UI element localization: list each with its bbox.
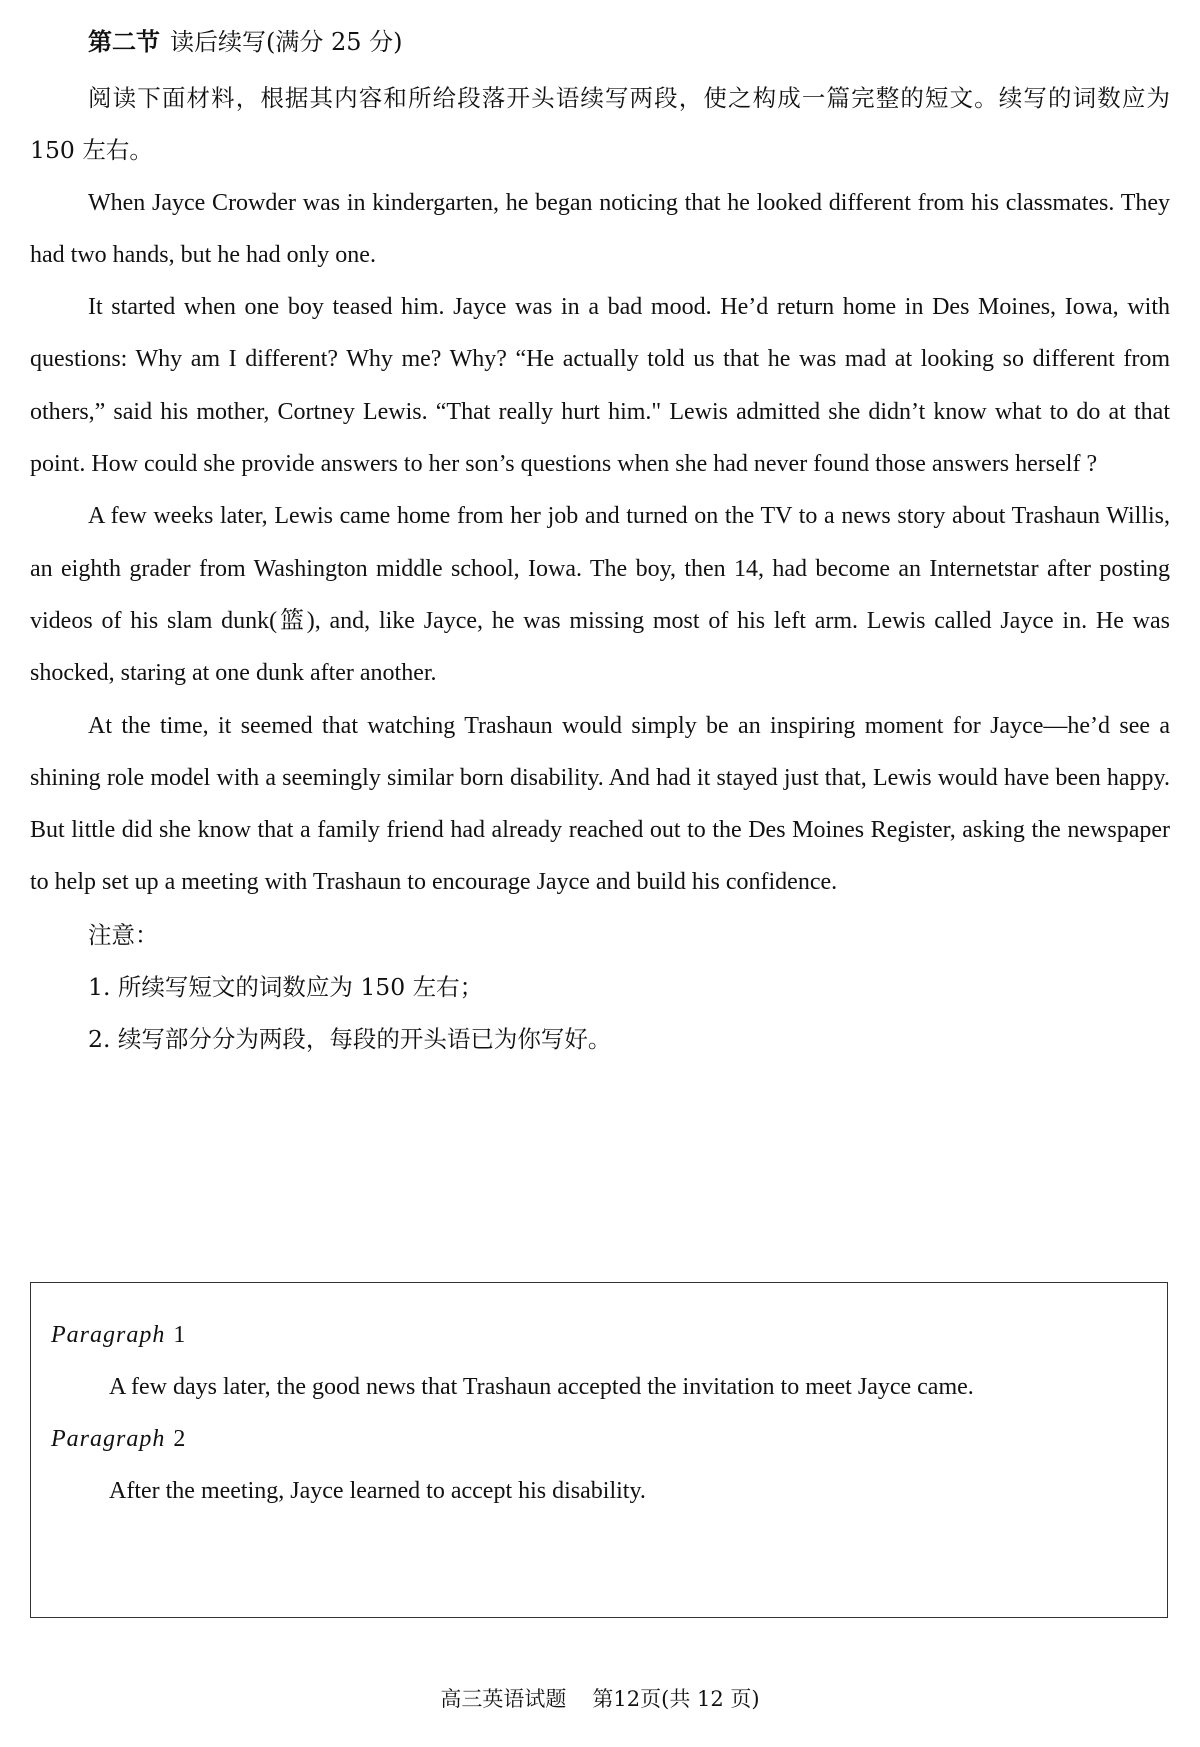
note-item-1: 1. 所续写短文的词数应为 150 左右； [88, 973, 484, 1002]
paragraph-2-label [51, 1413, 1143, 1465]
section-heading [88, 22, 403, 62]
reading-material [30, 72, 1170, 1066]
instruction-text: 阅读下面材料，根据其内容和所给段落开头语续写两段，使之构成一篇完整的短文。续写的词数应为 150 左右。 [30, 84, 1170, 165]
writing-task-box [30, 1282, 1168, 1618]
paragraph-2-label-number: 2 [173, 1426, 186, 1452]
writing-task-content [51, 1309, 1143, 1517]
paragraph-1-label-word: Paragraph [51, 1322, 166, 1348]
page-number: 第12页(共 12 页) [592, 1687, 760, 1711]
passage-paragraph-3: A few weeks later, Lewis came home from her job and turned on the TV to a news story about Trashaun Willis, an eighth grader from Washington middle school, Iowa. The boy, then 14, had become an Internetstar after posting videos of his slam dunk(篮), and, like Jayce, he was missing most of his left arm. Lewis called Jayce in. He was shocked, staring at one dunk after another. [30, 503, 1170, 687]
paragraph-1-label [51, 1309, 1143, 1361]
passage-paragraph-2: It started when one boy teased him. Jayce was in a bad mood. He’d return home in Des Moines, Iowa, with questions: Why am I different? Why me? Why? “He actually told us that he was mad at looking so different from others,” said his mother, Cortney Lewis. “That really hurt him." Lewis admitted she didn’t know what to do at that point. How could she provide answers to her son’s questions when she had never found those answers herself ? [30, 294, 1170, 478]
notes-heading: 注意： [88, 920, 159, 949]
passage-paragraph-1: When Jayce Crowder was in kindergarten, he began noticing that he looked different from his classmates. They had two hands, but he had only one. [30, 189, 1170, 268]
section-number: 第二节 [88, 27, 160, 56]
paragraph-2-label-word: Paragraph [51, 1426, 166, 1452]
paragraph-1-opening: A few days later, the good news that Trashaun accepted the invitation to meet Jayce came. [109, 1374, 974, 1400]
section-title: 读后续写(满分 25 分) [170, 28, 403, 56]
page-footer [0, 1684, 1200, 1714]
note-item-2: 2. 续写部分分为两段，每段的开头语已为你写好。 [88, 1025, 612, 1054]
exam-title: 高三英语试题 [440, 1687, 567, 1711]
passage-paragraph-4: At the time, it seemed that watching Trashaun would simply be an inspiring moment for Jayce—he’d see a shining role model with a seemingly similar born disability. And had it stayed just that, Lewis would have been happy. But little did she know that a family friend had already reached out to the Des Moines Register, asking the newspaper to help set up a meeting with Trashaun to encourage Jayce and build his confidence. [30, 712, 1170, 896]
paragraph-2-opening: After the meeting, Jayce learned to accept his disability. [109, 1478, 646, 1504]
paragraph-1-label-number: 1 [173, 1322, 186, 1348]
